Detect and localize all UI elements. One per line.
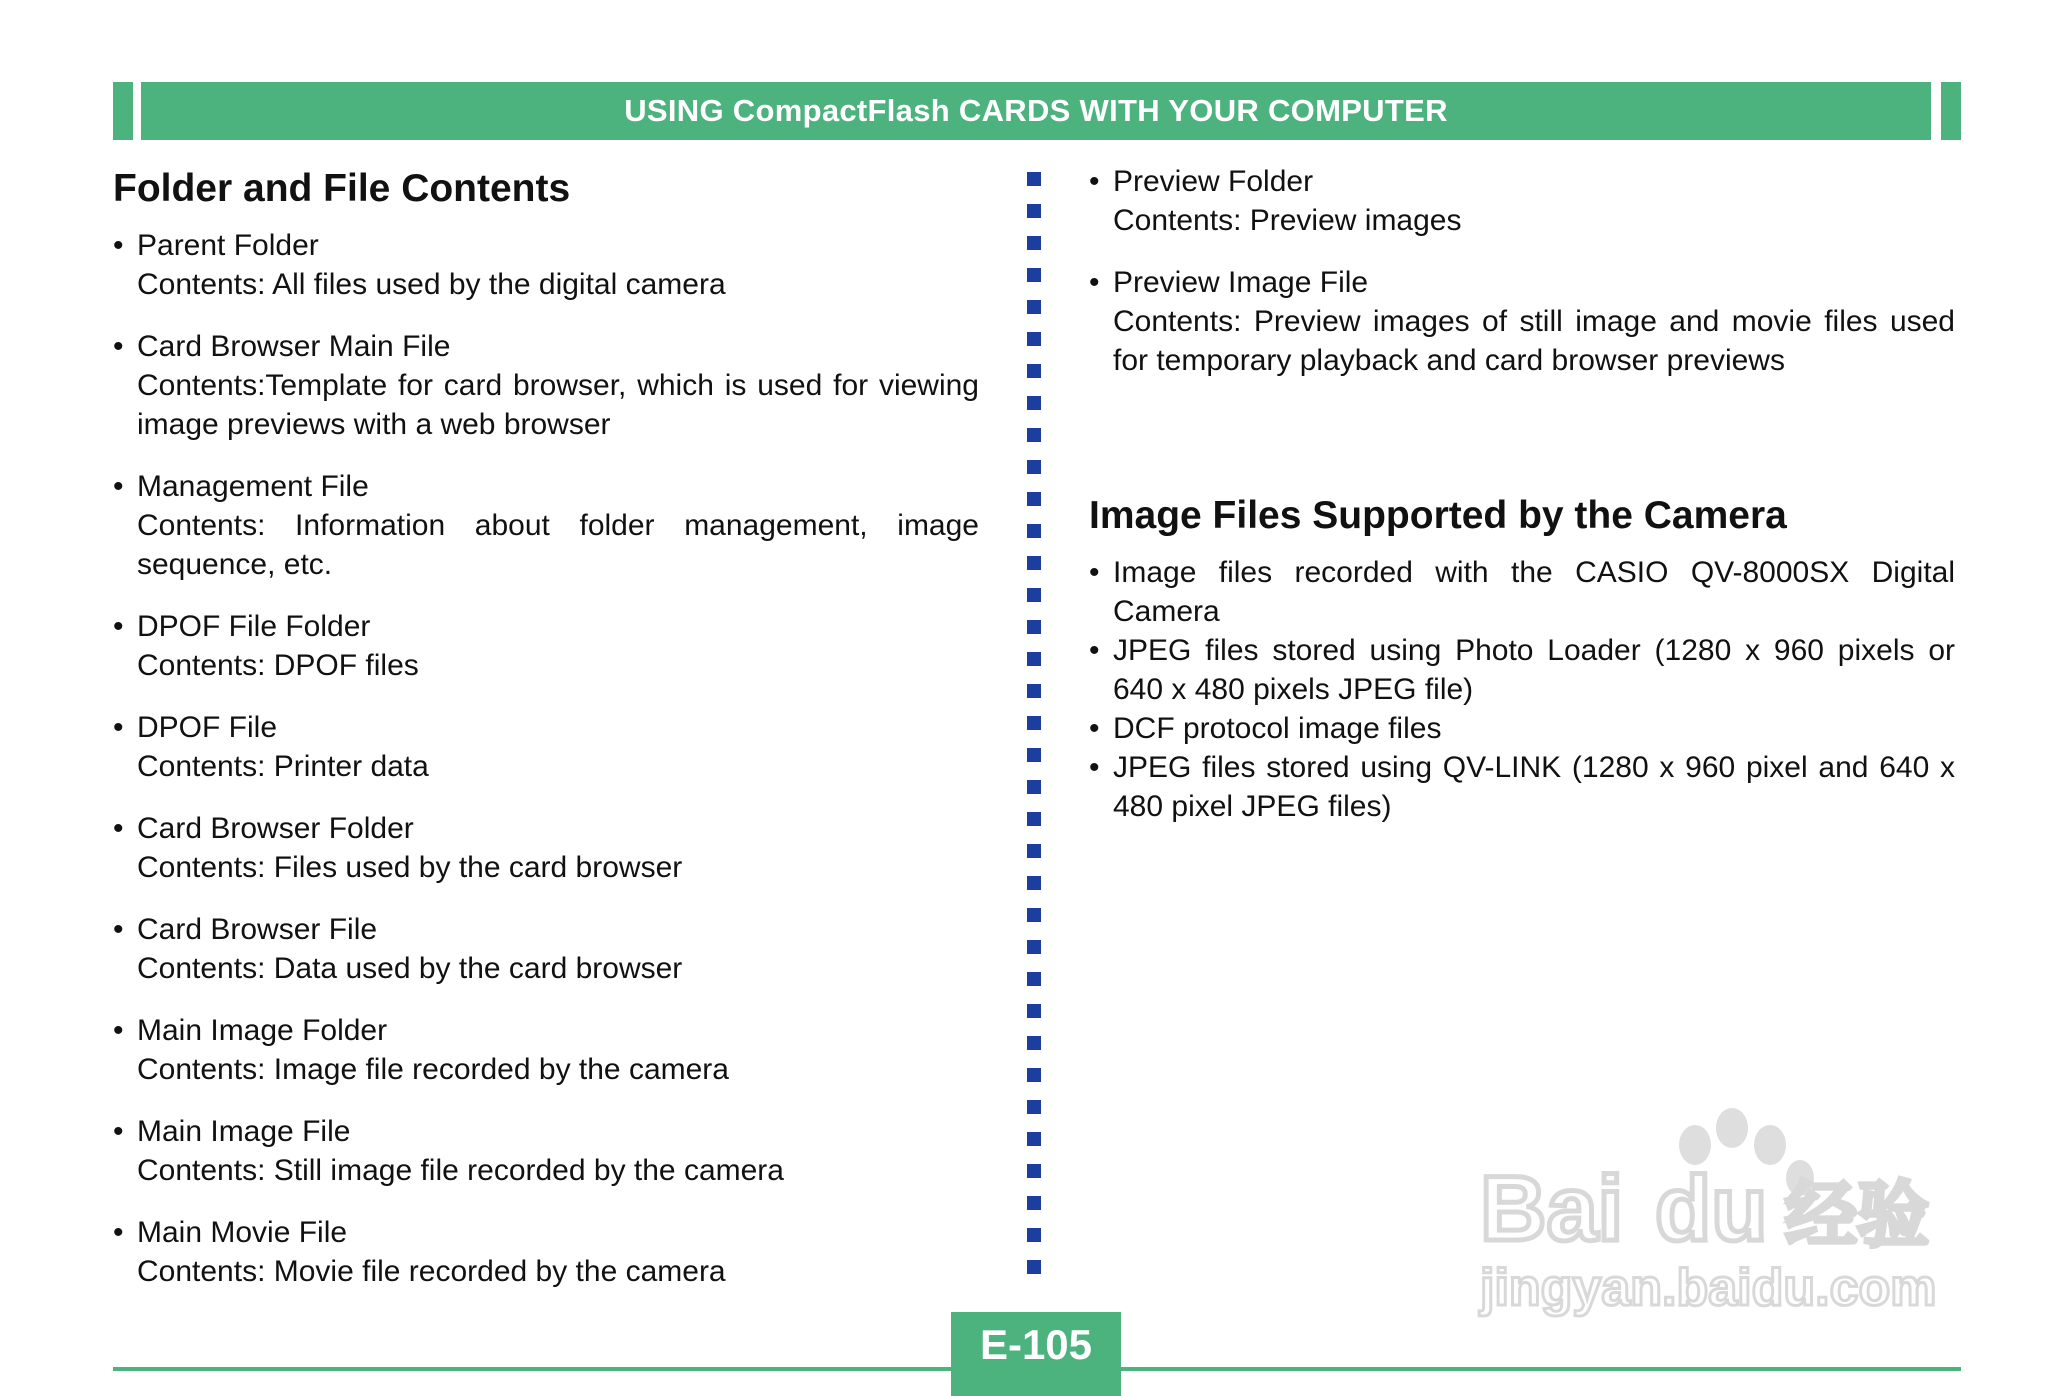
entry-desc: Contents: Printer data: [137, 750, 429, 783]
divider-dot: [1027, 940, 1041, 954]
bullet: •: [113, 470, 124, 503]
bullet: •: [113, 812, 124, 845]
entry-name: DPOF File: [137, 711, 278, 744]
entry-desc: Contents:Template for card browser, which is used for viewing image previews with a web browser: [137, 369, 979, 441]
svg-text:Bai: Bai: [1480, 1158, 1624, 1260]
bullet: •: [113, 913, 124, 946]
divider-dot: [1027, 972, 1041, 986]
divider-dot: [1027, 908, 1041, 922]
entry-desc: Contents: Files used by the card browser: [137, 851, 683, 884]
entry-name: Card Browser Folder: [137, 812, 414, 845]
divider-dot: [1027, 1100, 1041, 1114]
column-divider: [1027, 172, 1041, 1292]
entry-name: Parent Folder: [137, 229, 319, 262]
list-item: [1089, 162, 1955, 240]
section-heading-supported-files: Image Files Supported by the Camera: [1089, 494, 1787, 537]
list-item: [113, 1112, 979, 1190]
divider-dot: [1027, 268, 1041, 282]
divider-dot: [1027, 556, 1041, 570]
list-item: [1089, 553, 1955, 631]
divider-dot: [1027, 396, 1041, 410]
divider-dot: [1027, 780, 1041, 794]
bullet: •: [113, 229, 124, 262]
list-item: [113, 708, 979, 786]
entry-desc: Contents: Preview images: [1113, 204, 1462, 237]
bullet: •: [1089, 165, 1100, 198]
bullet: •: [113, 711, 124, 744]
divider-dot: [1027, 716, 1041, 730]
list-item: [113, 910, 979, 988]
supported-file-text: Image files recorded with the CASIO QV-8000SX Digital Camera: [1113, 556, 1955, 628]
divider-dot: [1027, 1132, 1041, 1146]
divider-dot: [1027, 172, 1041, 186]
svg-text:du: du: [1655, 1158, 1768, 1260]
supported-file-text: DCF protocol image files: [1113, 712, 1442, 745]
entry-desc: Contents: Still image file recorded by the camera: [137, 1154, 784, 1187]
divider-dot: [1027, 204, 1041, 218]
bullet: •: [1089, 712, 1100, 745]
entry-desc: Contents: DPOF files: [137, 649, 419, 682]
entry-desc: Contents: Data used by the card browser: [137, 952, 683, 985]
bullet: •: [1089, 634, 1100, 667]
bullet: •: [113, 1115, 124, 1148]
baidu-watermark-logo: [1470, 1090, 1950, 1320]
bullet: •: [113, 330, 124, 363]
entry-desc: Contents: Image file recorded by the camera: [137, 1053, 729, 1086]
entry-name: Card Browser Main File: [137, 330, 451, 363]
list-item: [1089, 263, 1955, 380]
divider-dot: [1027, 524, 1041, 538]
divider-dot: [1027, 332, 1041, 346]
divider-dot: [1027, 588, 1041, 602]
divider-dot: [1027, 748, 1041, 762]
list-item: [113, 809, 979, 887]
list-item: [1089, 631, 1955, 709]
bullet: •: [113, 1216, 124, 1249]
header-left-tab: [113, 82, 133, 140]
header-right-tab: [1941, 82, 1961, 140]
entry-desc: Contents: Movie file recorded by the camera: [137, 1255, 726, 1288]
divider-dot: [1027, 364, 1041, 378]
divider-dot: [1027, 300, 1041, 314]
divider-dot: [1027, 428, 1041, 442]
list-item: [113, 467, 979, 584]
bullet: •: [1089, 556, 1100, 589]
supported-file-text: JPEG files stored using Photo Loader (1280 x 960 pixels or 640 x 480 pixels JPEG file): [1113, 634, 1955, 706]
bullet: •: [113, 610, 124, 643]
page-number-tab: [951, 1312, 1121, 1396]
list-item: [113, 1213, 979, 1291]
divider-dot: [1027, 1196, 1041, 1210]
entry-name: Preview Image File: [1113, 266, 1369, 299]
svg-text:经验: 经验: [1785, 1173, 1930, 1257]
divider-dot: [1027, 684, 1041, 698]
svg-text:jingyan.baidu.com: jingyan.baidu.com: [1480, 1259, 1937, 1317]
entry-name: Management File: [137, 470, 369, 503]
page-number: E-105: [979, 1321, 1093, 1368]
bullet: •: [1089, 751, 1100, 784]
supported-file-text: JPEG files stored using QV-LINK (1280 x 960 pixel and 640 x 480 pixel JPEG files): [1113, 751, 1955, 823]
section-heading-folder-contents: Folder and File Contents: [113, 167, 571, 210]
entry-desc: Contents: Preview images of still image and movie files used for temporary playback and card browser previews: [1113, 305, 1955, 377]
divider-dot: [1027, 652, 1041, 666]
divider-dot: [1027, 1164, 1041, 1178]
header-bar: [141, 82, 1931, 140]
divider-dot: [1027, 1260, 1041, 1274]
entry-desc: Contents: Information about folder management, image sequence, etc.: [137, 509, 979, 581]
list-item: [113, 327, 979, 444]
divider-dot: [1027, 620, 1041, 634]
list-item: [113, 607, 979, 685]
divider-dot: [1027, 1228, 1041, 1242]
bullet: •: [113, 1014, 124, 1047]
left-column: [113, 162, 979, 1314]
entry-name: Main Movie File: [137, 1216, 348, 1249]
divider-dot: [1027, 236, 1041, 250]
divider-dot: [1027, 876, 1041, 890]
list-item: [1089, 709, 1955, 748]
right-column: [1089, 162, 1955, 826]
entry-name: Main Image File: [137, 1115, 351, 1148]
divider-dot: [1027, 1036, 1041, 1050]
entry-desc: Contents: All files used by the digital camera: [137, 268, 726, 301]
entry-name: Preview Folder: [1113, 165, 1314, 198]
divider-dot: [1027, 844, 1041, 858]
header-title: USING CompactFlash CARDS WITH YOUR COMPUTER: [624, 93, 1448, 128]
entry-name: Main Image Folder: [137, 1014, 388, 1047]
list-item: [113, 226, 979, 304]
bullet: •: [1089, 266, 1100, 299]
divider-dot: [1027, 460, 1041, 474]
divider-dot: [1027, 492, 1041, 506]
divider-dot: [1027, 1004, 1041, 1018]
divider-dot: [1027, 1068, 1041, 1082]
entry-name: Card Browser File: [137, 913, 378, 946]
entry-name: DPOF File Folder: [137, 610, 371, 643]
list-item: [1089, 748, 1955, 826]
list-item: [113, 1011, 979, 1089]
divider-dot: [1027, 812, 1041, 826]
